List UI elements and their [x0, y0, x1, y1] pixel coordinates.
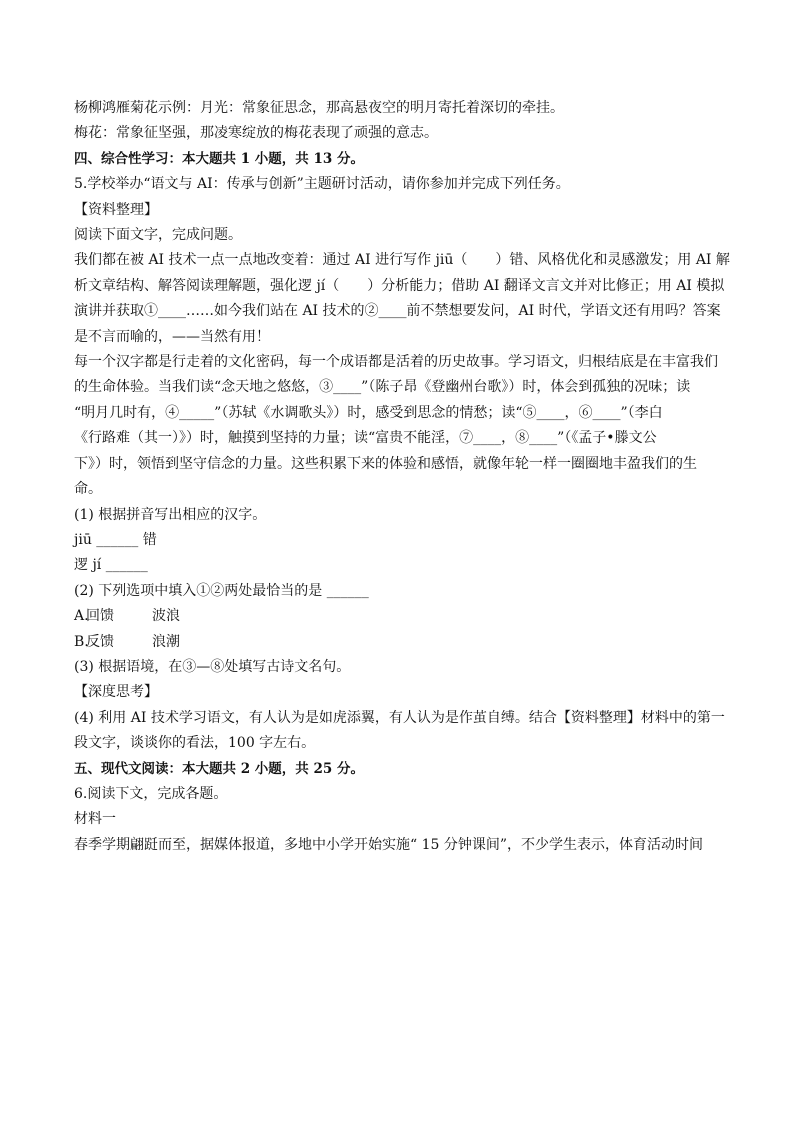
material-organizing-heading: 【资料整理】	[74, 201, 158, 218]
subquestion-4-line-2: 段文字，谈谈你的看法，100 字左右。	[74, 735, 316, 752]
plum-blossom-example: 梅花：常象征坚强，那凌寒绽放的梅花表现了顽强的意志。	[74, 125, 438, 142]
option-b-letter: B.	[74, 633, 89, 650]
subquestion-1-ji-blank: 逻 jí ______	[74, 557, 148, 574]
poem-imagery-example: 杨柳鸿雁菊花示例：月光：常象征思念，那高悬夜空的明月寄托着深切的牵挂。	[74, 100, 564, 116]
section-four-heading: 四、综合性学习：本大题共 1 小题，共 13 分。	[74, 150, 364, 167]
passage-1-line-1: 我们都在被 AI 技术一点一点地改变着：通过 AI 进行写作 jiū（ ）错、风格优化和灵感激发；用 AI 解	[74, 252, 730, 269]
passage-2-line-3: “明月几时有，④_____”（苏轼《水调歌头》）时，感受到思念的情愁；读“⑤____，⑥____”（李白	[74, 404, 663, 421]
option-a-letter: A.	[74, 608, 89, 625]
deep-thinking-heading: 【深度思考】	[74, 684, 158, 701]
document-page	[74, 96, 730, 858]
option-a	[74, 604, 720, 629]
material-one-line-1: 春季学期翩跹而至，据媒体报道，多地中小学开始实施“ 15 分钟课间”，不少学生表示，体育活动时间	[74, 836, 704, 853]
reading-instruction: 阅读下面文字，完成问题。	[74, 227, 242, 244]
subquestion-2: (2) 下列选项中填入①②两处最恰当的是 ______	[74, 582, 369, 599]
subquestion-3: (3) 根据语境，在③—⑧处填写古诗文名句。	[74, 658, 351, 675]
passage-2-line-5: 下》）时，领悟到坚守信念的力量。这些积累下来的体验和感悟，就像年轮一样一圈圈地丰盈我们的生	[74, 455, 697, 472]
subquestion-1-jiu-blank: jiū ______ 错	[74, 531, 157, 548]
passage-1-line-3: 演讲并获取①____……如今我们站在 AI 技术的②____前不禁想要发问，AI 时代，学语文还有用吗？答案	[74, 303, 721, 320]
passage-2-line-4: 《行路难（其一）》）时，触摸到坚持的力量；读“富贵不能淫，⑦____，⑧____”（《孟子•滕文公	[74, 430, 657, 447]
passage-2-line-6: 命。	[74, 481, 102, 498]
option-b-word-2: 浪潮	[152, 633, 180, 650]
passage-1-line-2: 析文章结构、解答阅读理解题，强化逻 jí（ ）分析能力；借助 AI 翻译文言文并对比修正；用 AI 模拟	[74, 277, 725, 294]
passage-1-line-4: 是不言而喻的，——当然有用！	[74, 328, 270, 345]
question-6-title: 6.阅读下文，完成各题。	[74, 785, 228, 802]
passage-2-line-2: 的生命体验。当我们读“念天地之悠悠，③____”（陈子昂《登幽州台歌》）时，体会到孤独的况味；读	[74, 379, 691, 396]
question-5-title: 5.学校举办“语文与 AI：传承与创新”主题研讨活动，请你参加并完成下列任务。	[74, 176, 570, 193]
option-b-word-1: 反馈	[86, 633, 114, 650]
section-five-heading: 五、现代文阅读：本大题共 2 小题，共 25 分。	[74, 760, 364, 777]
subquestion-1: (1) 根据拼音写出相应的汉字。	[74, 506, 267, 523]
material-one-label: 材料一	[74, 811, 116, 828]
option-b	[74, 630, 720, 655]
passage-2-line-1: 每一个汉字都是行走着的文化密码，每一个成语都是活着的历史故事。学习语文，归根结底是在丰富我们	[74, 354, 718, 371]
option-a-word-1: 回馈	[86, 608, 114, 625]
subquestion-4-line-1: (4) 利用 AI 技术学习语文，有人认为是如虎添翼，有人认为是作茧自缚。结合【资料整理】材料中的第一	[74, 709, 725, 726]
option-a-word-2: 波浪	[152, 608, 180, 625]
